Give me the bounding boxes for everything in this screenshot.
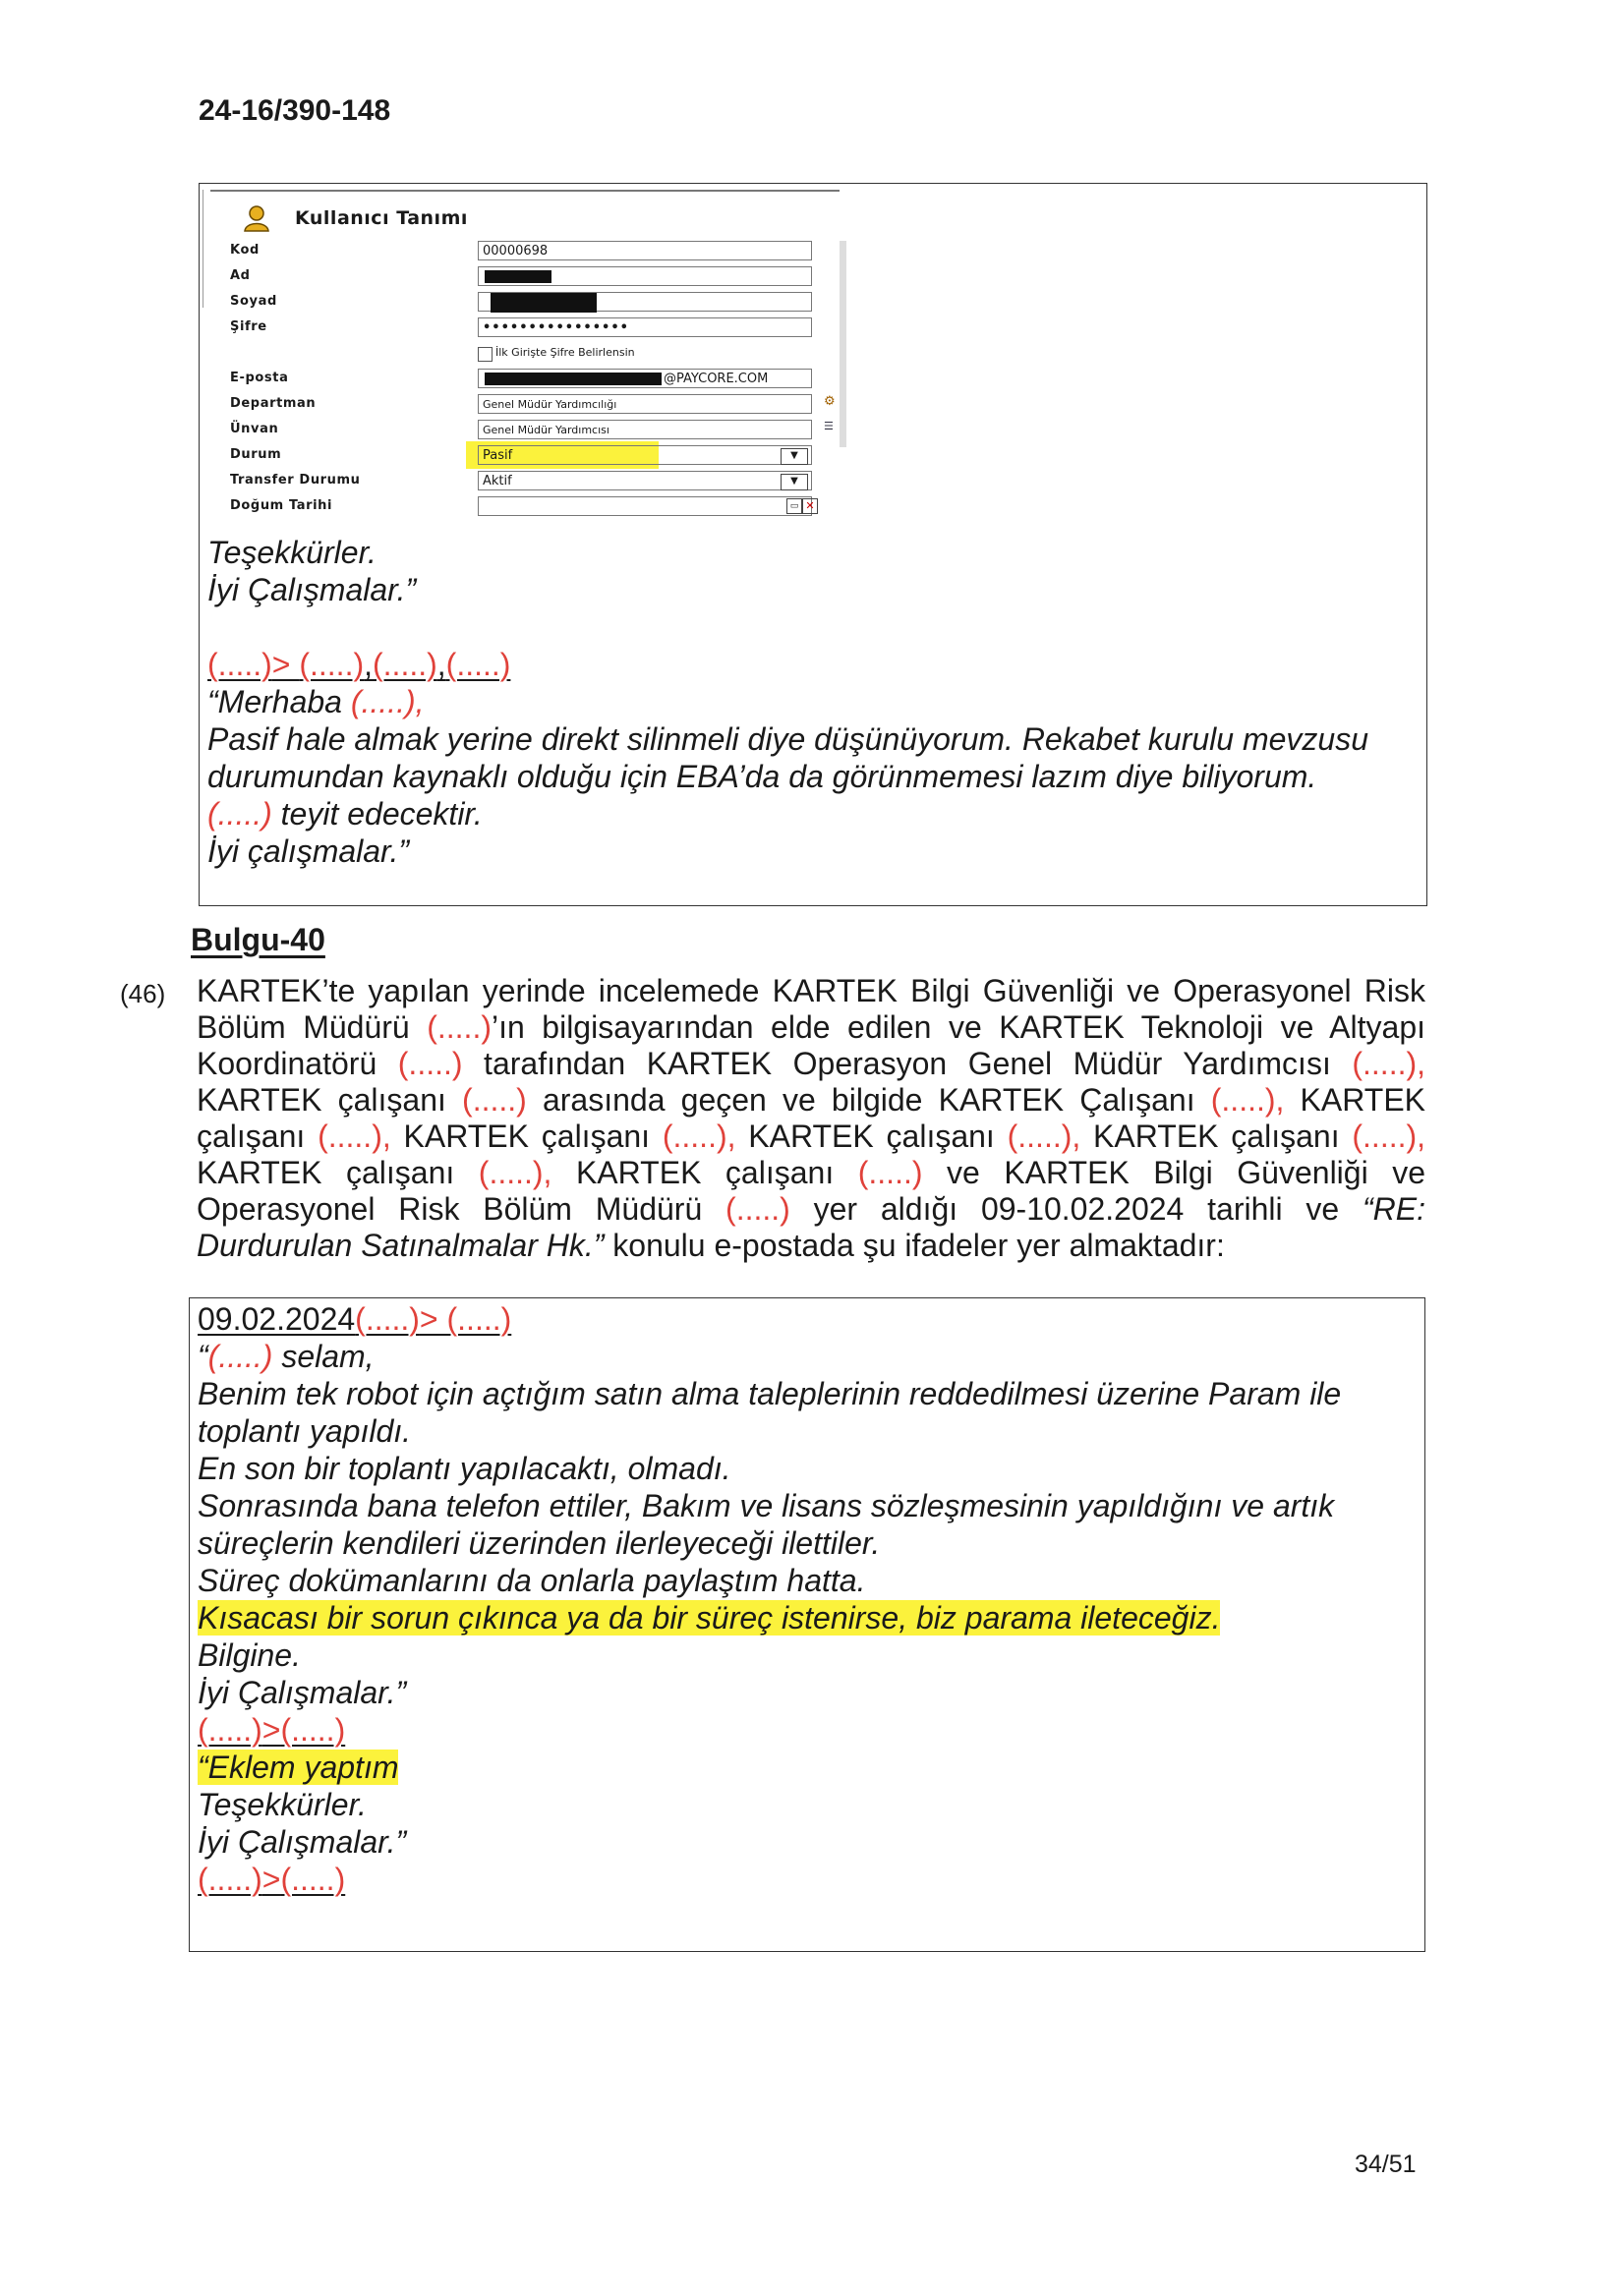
redacted-name: (.....) bbox=[462, 1082, 527, 1118]
thanks-line: Teşekkürler. bbox=[207, 535, 377, 570]
paragraph-text: ’ın bilgisayarından elde edilen ve KARTEK Teknoloji ve Altyapı Koordinatörü bbox=[197, 1009, 1426, 1081]
redacted-name: (.....), bbox=[1210, 1082, 1285, 1118]
quoted-email-box-1 bbox=[199, 183, 1427, 906]
email-date: 09.02.2024 bbox=[198, 1301, 356, 1337]
sender-line bbox=[198, 1711, 1417, 1749]
redaction-block bbox=[491, 293, 597, 313]
finding-paragraph bbox=[197, 973, 1425, 1264]
paragraph-text: KARTEK çalışanı bbox=[197, 1082, 1426, 1154]
blank-line bbox=[207, 608, 1417, 646]
redacted-name: (.....) bbox=[445, 647, 511, 682]
field-row-departman bbox=[230, 394, 840, 418]
first-login-checkbox-row[interactable] bbox=[478, 343, 1087, 367]
form-left-border bbox=[203, 190, 207, 308]
redacted-name: (.....) bbox=[446, 1301, 512, 1337]
email-2-line: Teşekkürler. bbox=[198, 1787, 367, 1822]
redacted-name: (.....) bbox=[207, 796, 272, 832]
field-row-eposta bbox=[230, 369, 840, 392]
field-label: Soyad bbox=[230, 294, 277, 309]
redacted-name: (.....), bbox=[1007, 1119, 1081, 1154]
confirm-line bbox=[207, 795, 1417, 832]
redacted-name: (.....), bbox=[1352, 1046, 1426, 1081]
chevron-down-icon[interactable]: ▼ bbox=[781, 448, 808, 465]
redacted-name: (.....) bbox=[198, 1862, 262, 1897]
email-1-paragraph: Pasif hale almak yerine direkt silinmeli diye düşünüyorum. Rekabet kurulu mevzusu durumundan kaynaklı olduğu için EBA’da da görünmemesi lazım diye biliyorum. bbox=[207, 721, 1368, 794]
email-2-line: En son bir toplantı yapılacaktı, olmadı. bbox=[198, 1451, 731, 1486]
arrow-separator: > bbox=[419, 1301, 447, 1337]
redacted-name: (.....) bbox=[350, 684, 416, 719]
greeting-comma: , bbox=[415, 684, 425, 719]
calendar-icon[interactable]: ▭ bbox=[786, 498, 802, 514]
email-2-line: Süreç dokümanlarını da onlarla paylaştım hatta. bbox=[198, 1563, 866, 1598]
field-label: Doğum Tarihi bbox=[230, 498, 333, 513]
field-row-durum bbox=[230, 445, 840, 469]
kod-field[interactable]: 00000698 bbox=[478, 241, 812, 260]
field-label: Durum bbox=[230, 447, 282, 462]
date-header-line bbox=[198, 1300, 1417, 1338]
redacted-name: (.....) bbox=[207, 647, 272, 682]
field-label: Şifre bbox=[230, 319, 267, 334]
ad-field[interactable] bbox=[478, 266, 812, 286]
user-definition-form-screenshot bbox=[203, 190, 846, 534]
redacted-name: (.....), bbox=[318, 1119, 391, 1154]
paragraph-text: konulu e-postada şu ifadeler yer almaktadır: bbox=[604, 1228, 1225, 1263]
redacted-name: (.....) bbox=[198, 1712, 262, 1748]
paragraph-text: arasında geçen ve bilgide KARTEK Çalışanı bbox=[526, 1082, 1211, 1118]
redacted-name: (.....), bbox=[1352, 1119, 1426, 1154]
form-top-border bbox=[210, 190, 840, 196]
email-subject: “RE: Durdurulan Satınalmalar Hk.” bbox=[197, 1191, 1425, 1263]
paragraph-text: KARTEK çalışanı bbox=[197, 1082, 463, 1118]
field-row-birthdate bbox=[230, 496, 840, 520]
comma: , bbox=[364, 647, 373, 682]
finding-title: Bulgu-40 bbox=[191, 922, 325, 957]
redaction-block bbox=[485, 270, 551, 283]
paragraph-text: yer aldığı 09-10.02.2024 tarihli ve bbox=[789, 1191, 1363, 1227]
redacted-name: (.....) bbox=[299, 647, 365, 682]
redaction-block bbox=[485, 373, 662, 385]
paragraph-text: KARTEK çalışanı bbox=[390, 1119, 663, 1154]
greeting-line bbox=[198, 1338, 1417, 1375]
transfer-status-select[interactable] bbox=[478, 471, 812, 490]
list-icon[interactable]: ☰ bbox=[824, 420, 834, 432]
sender-line bbox=[198, 1861, 1417, 1898]
email-field[interactable] bbox=[478, 369, 812, 388]
redacted-name: (.....) bbox=[373, 647, 437, 682]
field-label: Ünvan bbox=[230, 422, 279, 436]
form-title: Kullanıcı Tanımı bbox=[295, 207, 468, 229]
greeting-line bbox=[207, 683, 1417, 720]
form-scrollbar[interactable] bbox=[840, 241, 846, 447]
document-number: 24-16/390-148 bbox=[199, 94, 391, 127]
highlighted-text: Kısacası bir sorun çıkınca ya da bir süreç istenirse, biz parama ileteceğiz. bbox=[198, 1600, 1221, 1636]
field-row-soyad bbox=[230, 292, 840, 316]
greeting-text: “Merhaba bbox=[207, 684, 351, 719]
paragraph-text: KARTEK çalışanı bbox=[735, 1119, 1008, 1154]
field-label: E-posta bbox=[230, 371, 289, 385]
redacted-name: (.....) bbox=[725, 1191, 790, 1227]
paragraph-text: KARTEK çalışanı bbox=[551, 1155, 858, 1190]
birthdate-field[interactable] bbox=[478, 496, 812, 516]
field-label: Departman bbox=[230, 396, 317, 411]
email-2-body bbox=[198, 1300, 1417, 1898]
soyad-field[interactable] bbox=[478, 292, 812, 312]
field-row-unvan bbox=[230, 420, 840, 443]
field-label: Ad bbox=[230, 268, 251, 283]
email-2-line: Benim tek robot için açtığım satın alma taleplerinin reddedilmesi üzerine Param ile toplantı yapıldı. bbox=[198, 1376, 1342, 1449]
regards-line: İyi Çalışmalar.” bbox=[207, 572, 417, 607]
lookup-icon[interactable]: ⚙ bbox=[824, 394, 836, 409]
redacted-name: (.....) bbox=[857, 1155, 923, 1190]
email-domain: @PAYCORE.COM bbox=[664, 372, 769, 386]
redacted-name: (.....) bbox=[397, 1046, 463, 1081]
page-number: 34/51 bbox=[1355, 2151, 1417, 2178]
status-select-value: Pasif bbox=[483, 448, 513, 463]
redacted-name: (.....), bbox=[662, 1119, 736, 1154]
email-2-line: Bilgine. bbox=[198, 1637, 301, 1673]
chevron-down-icon[interactable]: ▼ bbox=[781, 474, 808, 490]
paragraph-text: KARTEK çalışanı bbox=[197, 1155, 479, 1190]
highlighted-text: “Eklem yaptım bbox=[198, 1750, 399, 1785]
quoted-email-box-2 bbox=[189, 1297, 1425, 1952]
highlighted-line bbox=[198, 1749, 1417, 1786]
email-2-line: İyi Çalışmalar.” bbox=[198, 1824, 407, 1860]
field-row-sifre bbox=[230, 317, 840, 341]
title-field[interactable]: Genel Müdür Yardımcısı bbox=[478, 420, 812, 439]
paragraph-text: KARTEK’te yapılan yerinde incelemede KARTEK Bilgi Güvenliği ve Operasyonel Risk Bölüm Müdürü bbox=[197, 973, 1425, 1045]
field-label: Transfer Durumu bbox=[230, 473, 361, 488]
field-row-kod bbox=[230, 241, 840, 264]
email-2-line: Sonrasında bana telefon ettiler, Bakım ve lisans sözleşmesinin yapıldığını ve artık süreçlerin kendileri üzerinden ilerleyeceği ilettiler. bbox=[198, 1488, 1335, 1561]
department-field[interactable]: Genel Müdür Yardımcılığı bbox=[478, 394, 812, 414]
arrow-separator: > bbox=[261, 1862, 281, 1897]
comma: , bbox=[436, 647, 446, 682]
greeting-text: selam, bbox=[272, 1339, 375, 1374]
highlighted-line bbox=[198, 1599, 1417, 1636]
clear-icon[interactable]: ✕ bbox=[802, 498, 818, 514]
redacted-name: (.....) bbox=[280, 1712, 346, 1748]
first-login-checkbox[interactable] bbox=[478, 347, 493, 362]
paragraph-text: ve KARTEK Bilgi Güvenliği ve Operasyonel Risk Bölüm Müdürü bbox=[197, 1155, 1426, 1227]
email-1-body bbox=[207, 534, 1417, 870]
paragraph-text: KARTEK çalışanı bbox=[1080, 1119, 1353, 1154]
redacted-name: (.....) bbox=[427, 1009, 492, 1045]
field-row-ad bbox=[230, 266, 840, 290]
arrow-separator: > bbox=[261, 1712, 281, 1748]
closing-line: İyi çalışmalar.” bbox=[207, 833, 410, 869]
user-icon bbox=[242, 203, 271, 233]
quote-mark: “ bbox=[198, 1339, 208, 1374]
confirm-text: teyit edecektir. bbox=[271, 796, 483, 832]
arrow-separator: > bbox=[271, 647, 300, 682]
email-2-line: İyi Çalışmalar.” bbox=[198, 1675, 407, 1710]
redacted-name: (.....), bbox=[478, 1155, 552, 1190]
status-select[interactable] bbox=[478, 445, 812, 465]
field-row-transfer bbox=[230, 471, 840, 494]
redacted-name: (.....) bbox=[207, 1339, 273, 1374]
password-field[interactable]: •••••••••••••••• bbox=[478, 317, 812, 337]
paragraph-number: (46) bbox=[120, 979, 166, 1008]
paragraph-text: tarafından KARTEK Operasyon Genel Müdür Yardımcısı bbox=[462, 1046, 1353, 1081]
recipients-line bbox=[207, 646, 1417, 683]
field-label: Kod bbox=[230, 243, 260, 258]
first-login-checkbox-label: İlk Girişte Şifre Belirlensin bbox=[495, 346, 635, 359]
redacted-name: (.....) bbox=[355, 1301, 420, 1337]
redacted-name: (.....) bbox=[280, 1862, 346, 1897]
transfer-select-value: Aktif bbox=[483, 474, 512, 488]
